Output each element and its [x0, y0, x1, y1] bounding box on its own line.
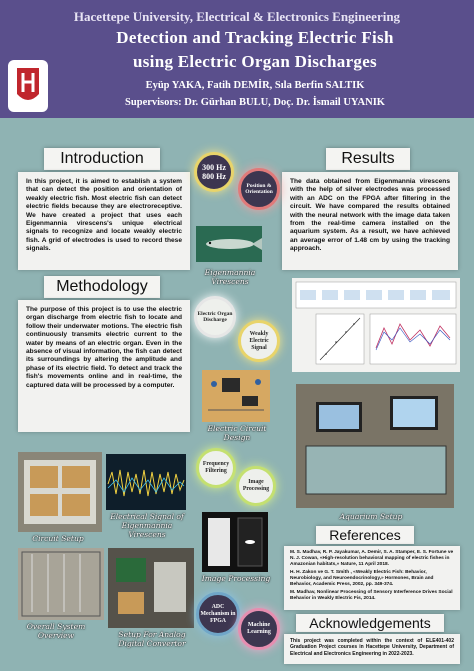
- freq-low: 300 Hz: [202, 163, 226, 172]
- freq-high: 800 Hz: [202, 172, 226, 181]
- results-heading: Results: [326, 148, 410, 170]
- poster-title-line2: using Electric Organ Discharges: [133, 52, 377, 71]
- results-panel: The data obtained from Eigenmannia virescens with the help of silver electrodes was processed with an ADC on the FPGA after filtering in the circuit. We have compared the results obtained with the neural network with the image data taken from the real-time camera installed on the aquarium system. As a result, we have achieved an average error of 1.48 cm by using the tracking approach.: [282, 172, 458, 270]
- fish-image-icon: [196, 226, 262, 262]
- electrical-signal-photo: [106, 454, 186, 510]
- eigenmannia-photo: [196, 226, 262, 262]
- circuit-setup-photo: [18, 452, 102, 532]
- frequency-filtering-circle: [196, 448, 236, 488]
- position-orientation-circle: [238, 168, 280, 210]
- weakly-signal-circle: [238, 320, 280, 362]
- analog-setup-caption: Setup For Analog Digital Convertor: [118, 630, 186, 648]
- references-heading: References: [316, 526, 414, 544]
- image-processing-photo: [202, 512, 268, 572]
- analog-setup-image-icon: [108, 548, 194, 628]
- aquarium-photo: [296, 384, 454, 508]
- eod-label: Electric Organ Discharge: [197, 310, 233, 323]
- eod-circle: [194, 296, 236, 338]
- frequency-filtering-label: Frequency Filtering: [202, 461, 230, 474]
- reference-item: H. H. Zakon ve G. T. Smith , «Weakly Electric Fish: Behavior, Neurobiology, and Neuroendocrinology,» Hormones, Brain and Behavior, Academic Press, 2002, pp. 349-374.: [290, 570, 434, 587]
- methodology-heading: Methodology: [44, 276, 160, 298]
- image-processing-image-icon: [202, 512, 268, 572]
- aquarium-caption: Aquarium Setup: [339, 512, 403, 521]
- circuit-image-icon: [202, 370, 270, 422]
- circuit-setup-image-icon: [18, 452, 102, 532]
- overall-system-photo: [18, 548, 104, 620]
- introduction-heading: Introduction: [44, 148, 160, 170]
- machine-learning-circle: [238, 608, 280, 650]
- electrical-signal-caption: Electrical Signal of Eigenmannia Virescens: [110, 512, 184, 539]
- image-processing-circle: [236, 466, 276, 506]
- poster-title-line1: Detection and Tracking Electric Fish: [116, 28, 394, 47]
- weakly-signal-label: Weakly Electric Signal: [249, 330, 269, 351]
- poster-header: [0, 0, 474, 118]
- electric-circuit-caption: Electric Circuit Design: [207, 424, 267, 442]
- reference-item: M. Madhav, Nonlinear Processing of Sensory Interference Drives Social Behavior in Weakly Electric Fis, 2014.: [290, 590, 453, 601]
- methodology-panel: The purpose of this project is to use the electric organ discharge from electric fish to locate and follow their underwater motions. The electric fish continuously transmits electric current to the water by means of an electric organ. Even in the absence of visual information, the fish can detect its surroundings by altering the amplitude and phase of its electric field. To detect and track the fish's movements online and in real-time, the captured data will be processed by a computer.: [18, 300, 190, 432]
- overall-system-caption: Overall System Overview: [26, 622, 86, 640]
- results-plots-icon: [292, 278, 460, 372]
- references-panel: [284, 546, 460, 610]
- image-processing-caption: Image Processing: [201, 574, 271, 583]
- introduction-panel: In this project, it is aimed to establish a system that can detect the position and orientation of weakly electric fish. Most electric fish can detect electric fields because they are electroreceptive. We have created a project that uses each Eigenmannia virescens's unique electrical signals to recognize and locate weakly electric fish. A grid of electrodes is used to record these signals.: [18, 172, 190, 270]
- university-name: Hacettepe University, Electrical & Electronics Engineering: [73, 9, 401, 24]
- reference-item: M. S. Madhav, R. P. Jayakumar, A. Demir, S. A. Stamper, E. S. Fortune ve N. J. Cowan, «High-resolution behavioral mapping of electric fishes in Amazonian habitats,» Nature, 11 April 2018.: [290, 550, 454, 567]
- supervisors: Supervisors: Dr. Gürhan BULU, Doç. Dr. İsmail UYANIK: [125, 97, 385, 108]
- analog-setup-photo: [108, 548, 194, 628]
- machine-learning-label: Machine Learning: [247, 622, 271, 635]
- acknowledgements-panel: This project was completed within the context of ELE401-402 Graduation Project courses in Hacettepe University, Department of Electrical and Electronics Engineering in 2022-2023.: [284, 634, 460, 664]
- authors: Eyüp YAKA, Fatih DEMİR, Sıla Berfin SALTIK: [145, 80, 365, 91]
- adc-circle: [196, 592, 240, 636]
- aquarium-image-icon: [296, 384, 454, 508]
- circuit-board-photo: [202, 370, 270, 422]
- results-figures: [292, 278, 460, 372]
- position-orientation-label: Position & Orientation: [245, 182, 273, 195]
- eigenmannia-caption: Eigenmannia Virescens: [204, 268, 256, 286]
- frequency-circle: [194, 152, 234, 192]
- acknowledgements-heading: Acknowledgements: [296, 614, 444, 632]
- university-logo: [8, 60, 48, 112]
- overall-system-image-icon: [18, 548, 104, 620]
- circuit-setup-caption: Circuit Setup: [32, 534, 84, 543]
- image-processing-label: Image Processing: [242, 479, 270, 492]
- oscilloscope-image-icon: [106, 454, 186, 510]
- adc-label: ADC Mechanism in FPGA: [200, 603, 236, 624]
- hacettepe-logo-icon: [11, 64, 45, 108]
